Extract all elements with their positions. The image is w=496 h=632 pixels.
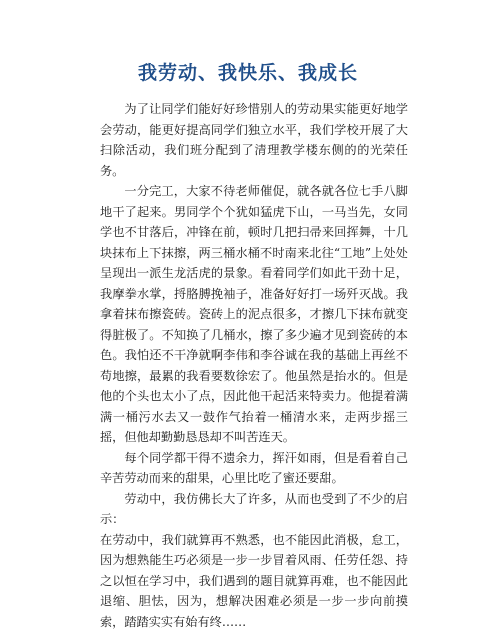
paragraph: 每个同学都干得不遗余力，挥汗如雨，但是看着自己辛苦劳动而来的甜果，心里比吃了蜜还要甜。 xyxy=(100,448,408,489)
paragraph: 为了让同学们能好好珍惜别人的劳动果实能更好地学会劳动，能更好提高同学们独立水平，我们学校开展了大扫除活动，我们班分配到了清理教学楼东侧的的光荣任务。 xyxy=(100,99,408,181)
paragraph: 劳动中，我仿佛长大了许多，从而也受到了不少的启示： xyxy=(100,489,408,530)
paragraph: 在劳动中，我们就算再不熟悉，也不能因此消极，怠工，因为想熟能生巧必须是一步一步冒着风雨、任劳任怨、持之以恒在学习中，我们遇到的题目就算再难，也不能因此退缩、胆怯，因为，想解决困难必须是一步一步向前摸索，踏踏实实有始有终…… xyxy=(100,530,408,632)
document-title: 我劳动、我快乐、我成长 xyxy=(0,58,496,85)
paragraph: 一分完工，大家不待老师催促，就各就各位七手八脚地干了起来。男同学个个犹如猛虎下山，一马当先，女同学也不甘落后，冲锋在前，顿时几把扫帚来回挥舞，十几块抹布上下抹擦，两三桶水桶不时南来北往“工地”上处处呈现出一派生龙活虎的景象。看着同学们如此干劲十足，我摩拳水掌，捋胳膊挽袖子，准备好好打一场歼灭战。我拿着抹布擦瓷砖。瓷砖上的泥点很多，才擦几下抹布就变得脏极了。不知换了几桶水，擦了多少遍才见到瓷砖的本色。我怕还不干净就啊李伟和李谷诚在我的基础上再丝不苟地擦，最累的我看要数徐宏了。他虽然是抬水的。但是他的个头也太小了点，因此他干起活来特卖力。他提着满满一桶污水去又一鼓作气抬着一桶清水来，走两步摇三摇，但他却勤勤恳恳却不叫苦连天。 xyxy=(100,181,408,448)
document-body xyxy=(100,99,408,632)
